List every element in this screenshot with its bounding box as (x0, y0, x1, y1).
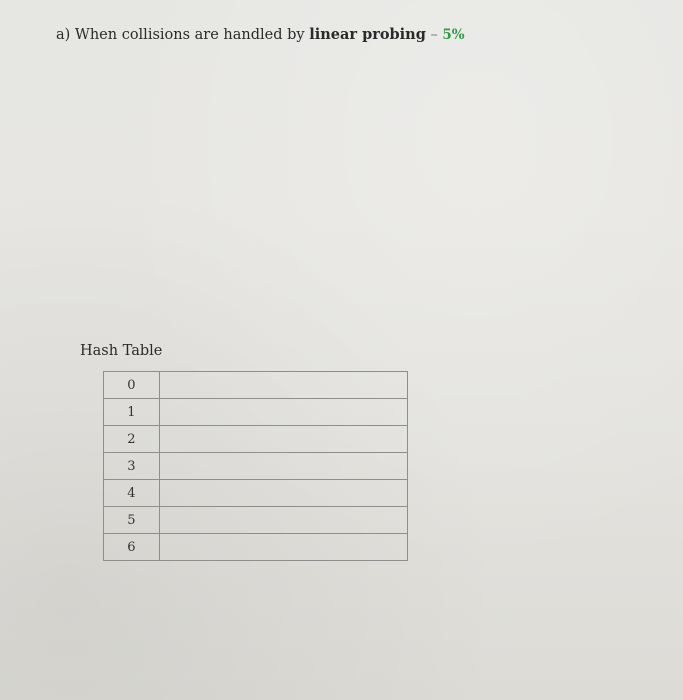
table-row (104, 426, 408, 453)
table-row (104, 480, 408, 507)
table-index-cell: 1 (104, 399, 160, 426)
question-text: When collisions are handled by (74, 27, 305, 43)
hash-table (103, 371, 408, 561)
question-a (56, 25, 465, 45)
table-row (104, 453, 408, 480)
question-keyword: linear probing (309, 26, 426, 43)
table-row (104, 534, 408, 561)
table-slot-cell[interactable] (159, 507, 407, 534)
table-index-cell: 4 (104, 480, 160, 507)
table-index-cell: 2 (104, 426, 160, 453)
table-index-cell: 6 (104, 534, 160, 561)
table-row (104, 507, 408, 534)
table-row (104, 372, 408, 399)
hash-table-caption: Hash Table (80, 343, 163, 359)
table-index-cell: 3 (104, 453, 160, 480)
table-slot-cell[interactable] (159, 426, 407, 453)
table-slot-cell[interactable] (159, 480, 407, 507)
table-slot-cell[interactable] (159, 372, 407, 399)
table-index-cell: 0 (104, 372, 160, 399)
table-row (104, 399, 408, 426)
table-slot-cell[interactable] (159, 534, 407, 561)
question-points: 5% (442, 27, 465, 43)
table-slot-cell[interactable] (159, 399, 407, 426)
question-dash: – (430, 27, 438, 43)
question-label: a) (56, 27, 71, 43)
table-index-cell: 5 (104, 507, 160, 534)
table-slot-cell[interactable] (159, 453, 407, 480)
